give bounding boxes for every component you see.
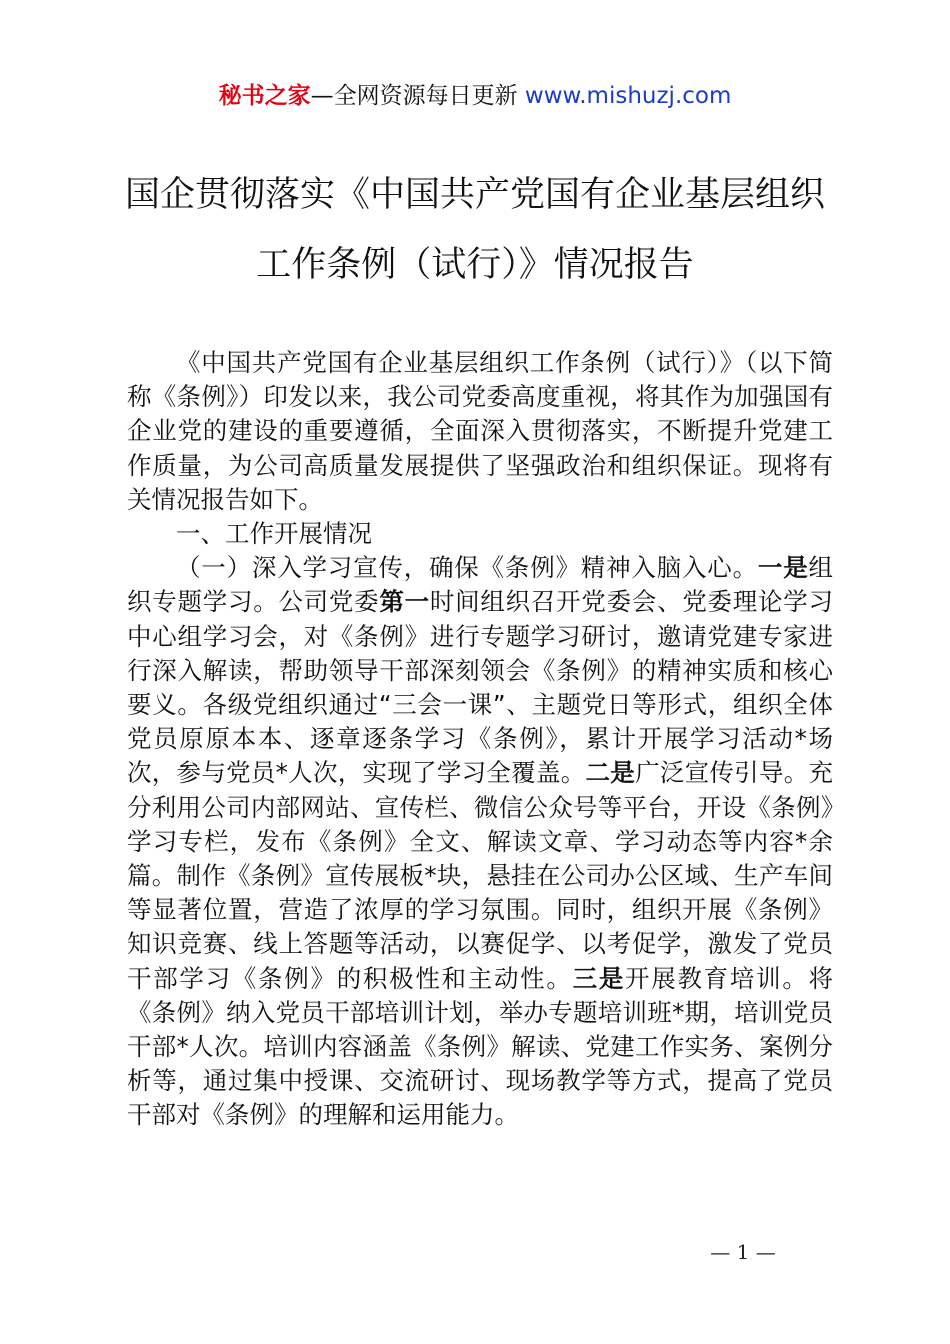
paragraph-text: 时间组织召开党委会、党委理论学习中心组学习会，对《条例》进行专题学习研讨，邀请党建专家进行深入解读，帮助领导干部深刻领会《条例》的精神实质和核心要义。各级党组织通过“三会一课”、主题党日等形式，组织全体党员原原本本、逐章逐条学习《条例》，累计开展学习活动*场次，参与党员*人次，实现了学习全覆盖。 <box>127 587 834 788</box>
site-tagline: —全网资源每日更新 <box>310 83 525 109</box>
paragraph-text: 开展教育培训。将《条例》纳入党员干部培训计划，举办专题培训班*期，培训党员干部*人次。培训内容涵盖《条例》解读、党建工作实务、案例分析等，通过集中授课、交流研讨、现场教学等方式，提高了党员干部对《条例》的理解和运用能力。 <box>127 963 834 1130</box>
paragraph-text: 广泛宣传引导。充分利用公司内部网站、宣传栏、微信公众号等平台，开设《条例》学习专栏，发布《条例》全文、解读文章、学习动态等内容*余篇。制作《条例》宣传展板*块，悬挂在公司办公区域、生产车间等显著位置，营造了浓厚的学习氛围。同时，组织开展《条例》知识竞赛、线上答题等活动，以赛促学、以考促学，激发了党员干部学习《条例》的积极性和主动性。 <box>127 758 834 993</box>
emphasis-first: 一是 <box>757 553 809 583</box>
intro-paragraph: 《中国共产党国有企业基层组织工作条例（试行）》（以下简称《条例》）印发以来，我公司党委高度重视，将其作为加强国有企业党的建设的重要遵循，全面深入贯彻落实，不断提升党建工作质量，为公司高质量发展提供了坚强政治和组织保证。现将有关情况报告如下。 <box>127 348 833 514</box>
emphasis-second: 二是 <box>585 758 636 788</box>
section-heading-1: 一、工作开展情况 <box>176 519 372 549</box>
document-title <box>110 160 840 300</box>
paragraph-study-publicity <box>127 551 833 1132</box>
site-header <box>0 80 950 112</box>
document-title-line-2: 工作条例（试行）》情况报告 <box>256 245 694 285</box>
document-title-line-1: 国企贯彻落实《中国共产党国有企业基层组织 <box>124 175 825 215</box>
paragraph-text: （一）深入学习宣传，确保《条例》精神入脑入心。 <box>176 553 758 583</box>
paragraph-text: 组织专题学习。公司党委 <box>127 553 834 617</box>
site-url-link[interactable]: www.mishuzj.com <box>524 83 732 109</box>
emphasis-third: 三是 <box>572 963 626 993</box>
page-number: — 1 — <box>710 1240 776 1264</box>
site-brand: 秘书之家 <box>218 83 311 109</box>
document-body <box>127 346 833 1133</box>
emphasis-first-time: 第一 <box>379 587 430 617</box>
